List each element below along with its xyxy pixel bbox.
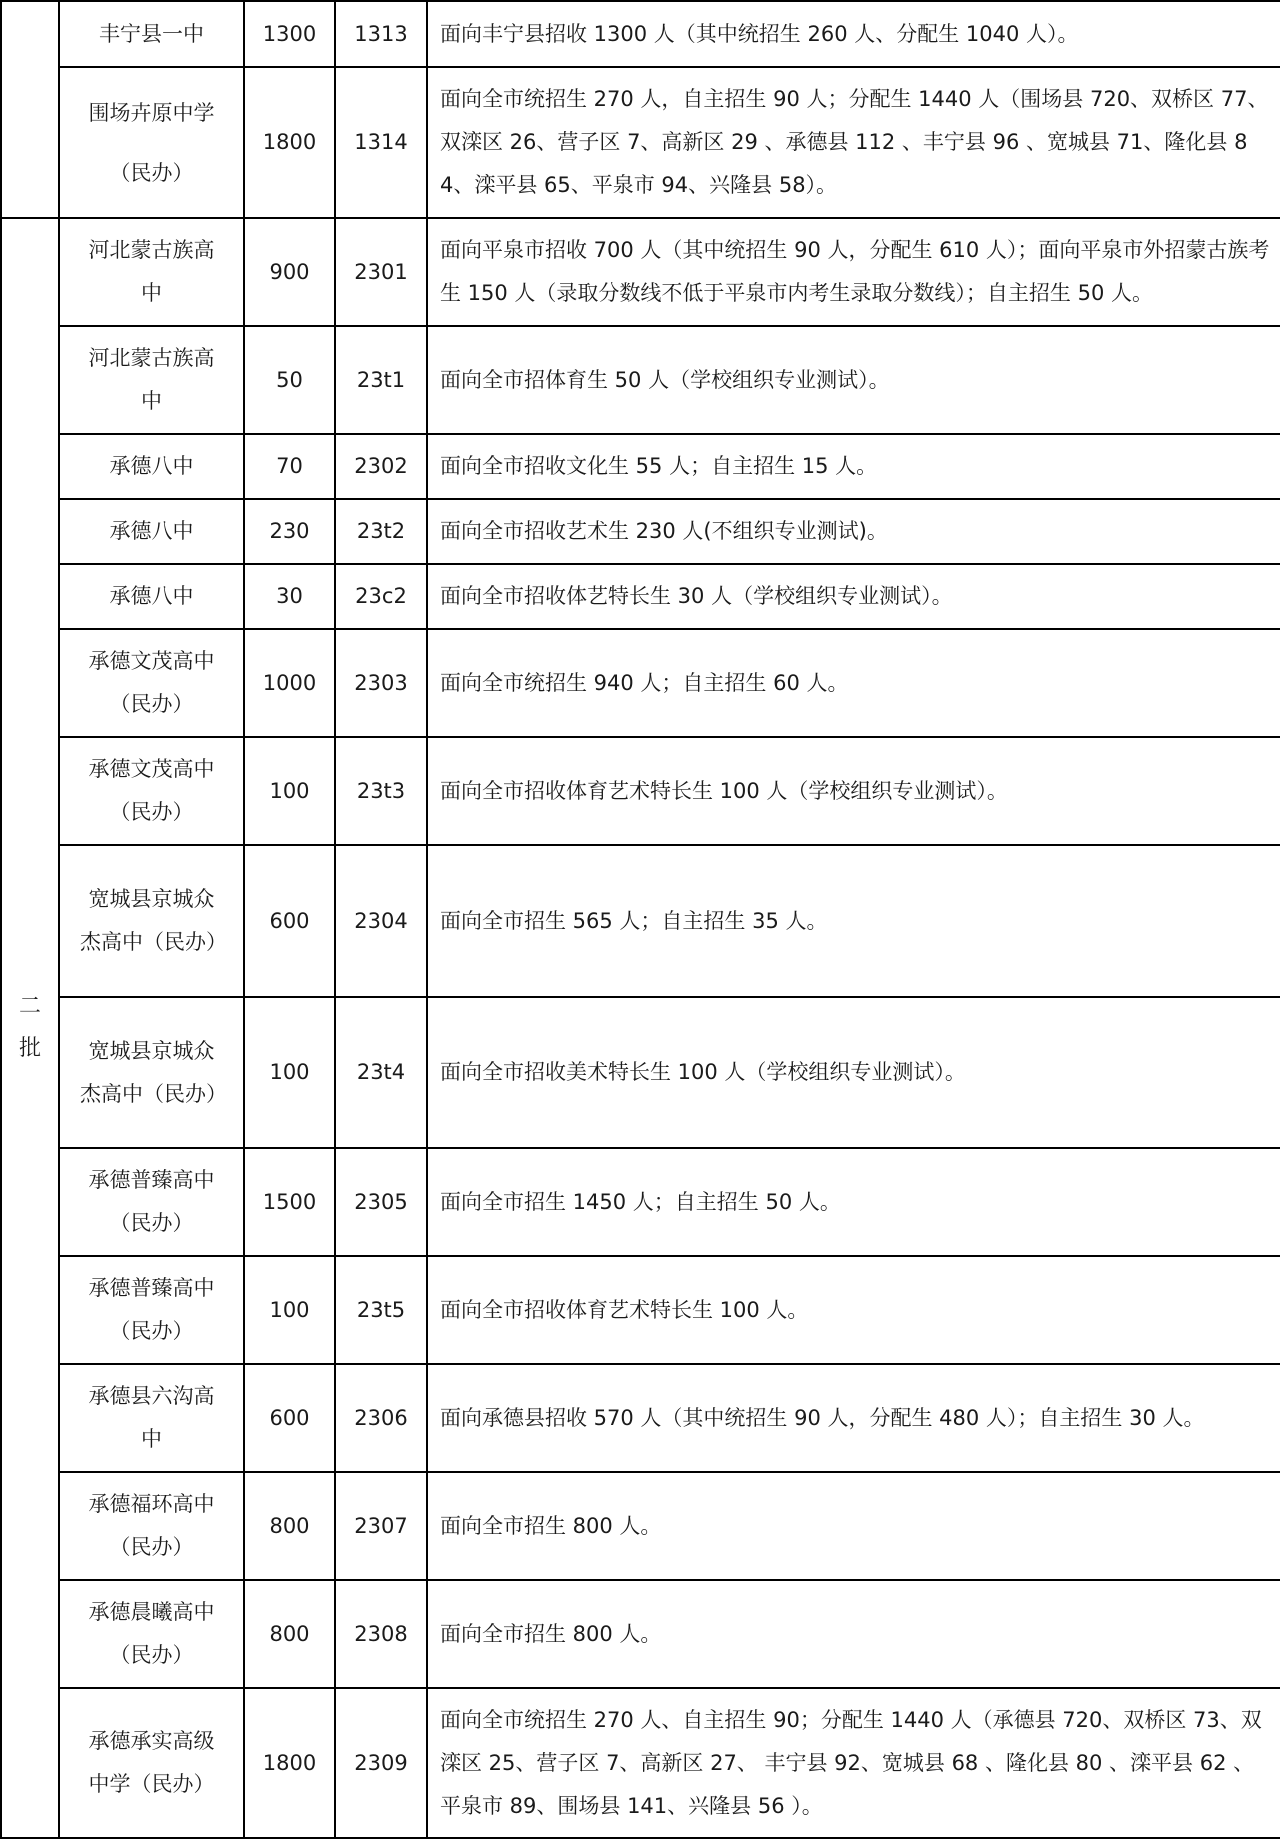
enrollment-count-cell: 1300 [244,1,335,67]
enrollment-description-cell: 面向全市招收体艺特长生 30 人（学校组织专业测试）。 [427,564,1280,629]
school-name-cell: 承德八中 [59,564,244,629]
school-name-cell: 承德承实高级中学（民办） [59,1688,244,1838]
school-name-cell: 承德八中 [59,434,244,499]
enrollment-count-cell: 800 [244,1580,335,1688]
table-row [1,1688,1280,1838]
enrollment-count-cell: 50 [244,326,335,434]
school-code-cell: 23t1 [335,326,427,434]
school-name-cell: 承德八中 [59,499,244,564]
school-code-cell: 23t2 [335,499,427,564]
school-name-cell: 承德普臻高中（民办） [59,1256,244,1364]
school-name-cell: 承德晨曦高中（民办） [59,1580,244,1688]
school-name-cell: 丰宁县一中 [59,1,244,67]
enrollment-count-cell: 900 [244,218,335,326]
school-name-cell: 承德县六沟高中 [59,1364,244,1472]
enrollment-description-cell: 面向全市招收体育艺术特长生 100 人。 [427,1256,1280,1364]
enrollment-count-cell: 230 [244,499,335,564]
enrollment-count-cell: 70 [244,434,335,499]
batch-label-char: 二 [18,994,41,1019]
enrollment-description-cell: 面向平泉市招收 700 人（其中统招生 90 人，分配生 610 人）；面向平泉市外招蒙古族考生 150 人（录取分数线不低于平泉市内考生录取分数线）；自主招生 50 人。 [427,218,1280,326]
school-code-cell: 1314 [335,67,427,218]
school-code-cell: 2302 [335,434,427,499]
school-code-cell: 2307 [335,1472,427,1580]
school-name-cell: 围场卉原中学 （民办） [59,67,244,218]
enrollment-count-cell: 30 [244,564,335,629]
school-code-cell: 1313 [335,1,427,67]
enrollment-count-cell: 100 [244,997,335,1148]
enrollment-description-cell: 面向全市招收美术特长生 100 人（学校组织专业测试）。 [427,997,1280,1148]
batch-cell-second [1,218,59,1838]
school-name-cell: 宽城县京城众杰高中（民办） [59,845,244,997]
school-name-cell: 河北蒙古族高中 [59,326,244,434]
school-name-cell: 宽城县京城众杰高中（民办） [59,997,244,1148]
enrollment-count-cell: 100 [244,1256,335,1364]
batch-label-char: 批 [18,1036,41,1061]
table-row [1,326,1280,434]
school-code-cell: 2305 [335,1148,427,1256]
school-name-cell: 承德福环高中（民办） [59,1472,244,1580]
enrollment-description-cell: 面向丰宁县招收 1300 人（其中统招生 260 人、分配生 1040 人）。 [427,1,1280,67]
table-row [1,1364,1280,1472]
enrollment-description-cell: 面向全市招收体育艺术特长生 100 人（学校组织专业测试）。 [427,737,1280,845]
school-code-cell: 23c2 [335,564,427,629]
school-code-cell: 23t5 [335,1256,427,1364]
table-row [1,997,1280,1148]
table-row [1,218,1280,326]
enrollment-description-cell: 面向全市统招生 940 人；自主招生 60 人。 [427,629,1280,737]
school-code-cell: 2308 [335,1580,427,1688]
school-name-cell: 承德文茂高中（民办） [59,737,244,845]
table-row [1,1472,1280,1580]
enrollment-count-cell: 800 [244,1472,335,1580]
enrollment-count-cell: 1800 [244,67,335,218]
enrollment-description-cell: 面向全市招生 800 人。 [427,1472,1280,1580]
enrollment-description-cell: 面向全市招体育生 50 人（学校组织专业测试）。 [427,326,1280,434]
batch-cell-previous [1,1,59,218]
table-row [1,1256,1280,1364]
table-row [1,629,1280,737]
enrollment-count-cell: 100 [244,737,335,845]
table-row [1,1,1280,67]
table-row [1,1148,1280,1256]
enrollment-description-cell: 面向承德县招收 570 人（其中统招生 90 人，分配生 480 人）；自主招生 30 人。 [427,1364,1280,1472]
school-code-cell: 23t4 [335,997,427,1148]
table-row [1,845,1280,997]
enrollment-description-cell: 面向全市招生 800 人。 [427,1580,1280,1688]
enrollment-count-cell: 1500 [244,1148,335,1256]
enrollment-count-cell: 600 [244,845,335,997]
enrollment-description-cell: 面向全市统招生 270 人，自主招生 90 人；分配生 1440 人（围场县 720、双桥区 77、双滦区 26、营子区 7、高新区 29 、承德县 112 、丰宁县 96 、宽城县 71、隆化县 84、滦平县 65、平泉市 94、兴隆县 58）。 [427,67,1280,218]
table-row [1,564,1280,629]
enrollment-description-cell: 面向全市招收艺术生 230 人(不组织专业测试)。 [427,499,1280,564]
table-row [1,434,1280,499]
table-row [1,737,1280,845]
enrollment-description-cell: 面向全市统招生 270 人、自主招生 90；分配生 1440 人（承德县 720、双桥区 73、双滦区 25、营子区 7、高新区 27、 丰宁县 92、宽城县 68 、隆化县 80 、滦平县 62 、平泉市 89、围场县 141、兴隆县 56 ）。 [427,1688,1280,1838]
school-code-cell: 2301 [335,218,427,326]
enrollment-count-cell: 1800 [244,1688,335,1838]
school-name-cell: 承德普臻高中（民办） [59,1148,244,1256]
enrollment-description-cell: 面向全市招生 1450 人；自主招生 50 人。 [427,1148,1280,1256]
school-code-cell: 2309 [335,1688,427,1838]
enrollment-count-cell: 600 [244,1364,335,1472]
school-code-cell: 2304 [335,845,427,997]
school-name-cell: 承德文茂高中（民办） [59,629,244,737]
enrollment-description-cell: 面向全市招生 565 人；自主招生 35 人。 [427,845,1280,997]
enrollment-description-cell: 面向全市招收文化生 55 人；自主招生 15 人。 [427,434,1280,499]
school-code-cell: 2303 [335,629,427,737]
enrollment-count-cell: 1000 [244,629,335,737]
school-code-cell: 23t3 [335,737,427,845]
table-row [1,1580,1280,1688]
table-row [1,67,1280,218]
school-code-cell: 2306 [335,1364,427,1472]
table-row [1,499,1280,564]
school-name-cell: 河北蒙古族高中 [59,218,244,326]
